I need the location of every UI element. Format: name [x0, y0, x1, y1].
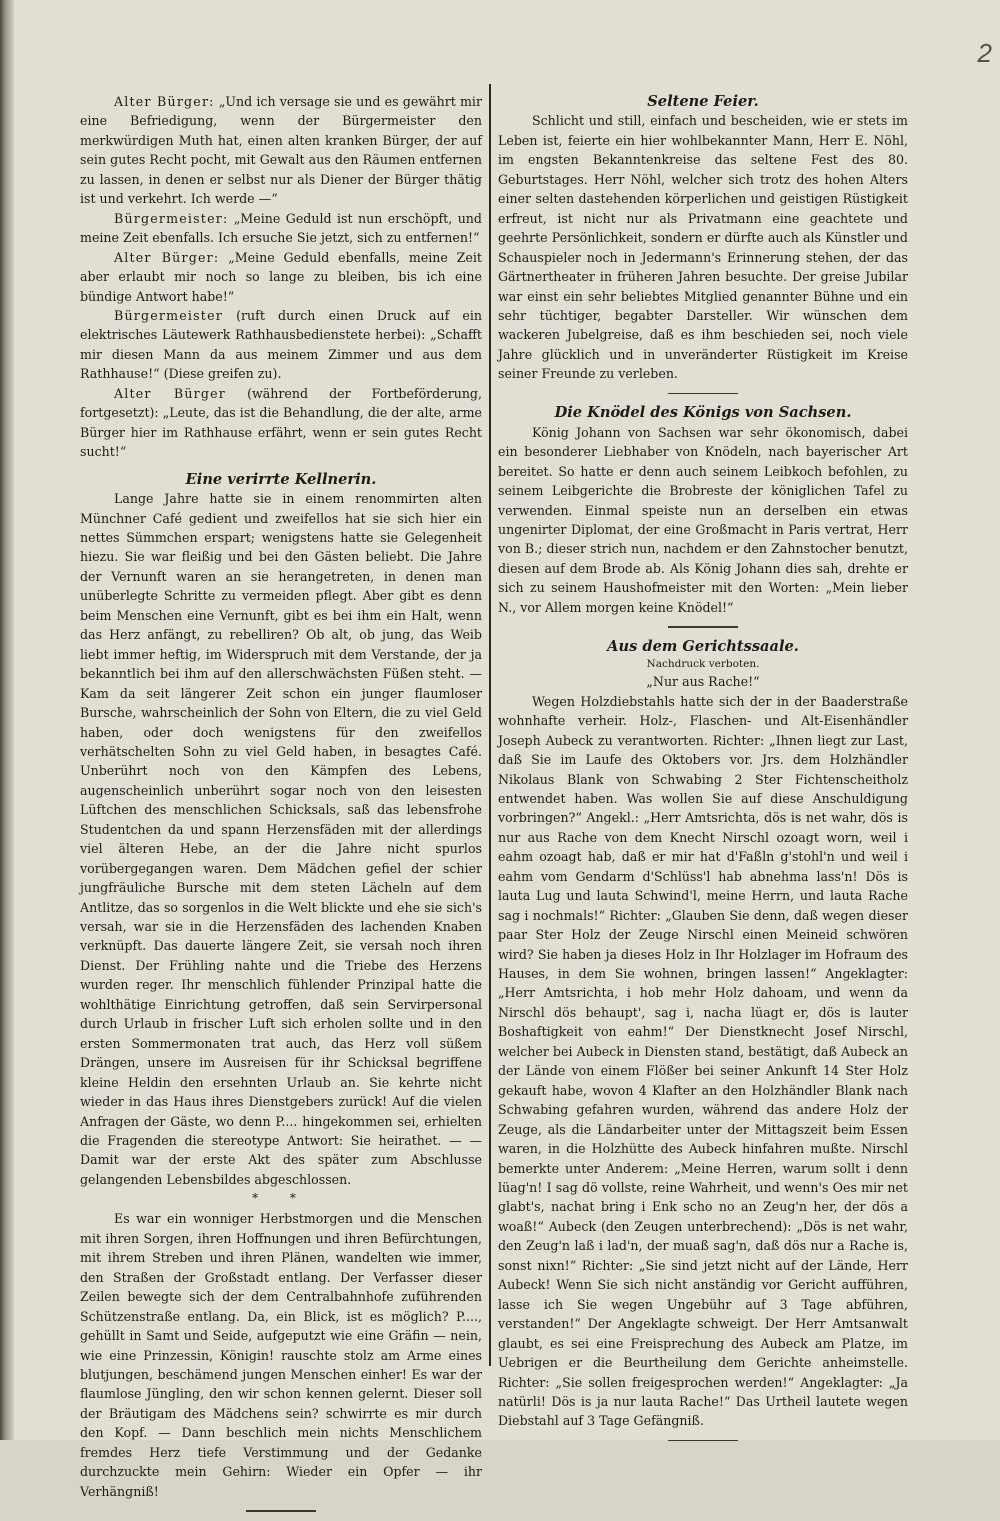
article-title-gericht: Aus dem Gerichtssaale.: [607, 637, 799, 655]
article-title-feier: Seltene Feier.: [647, 93, 759, 110]
article-title-kellnerin: Eine verirrte Kellnerin.: [185, 470, 377, 488]
article-separator: [668, 393, 738, 395]
page-binding-edge: [0, 0, 14, 1440]
speaker: Bürgermeister: [114, 307, 223, 323]
dialogue-line: Alter Bürger: „Und ich versage sie und es gewährt mir eine Befriedigung, wenn der Bürgermeister den merkwürdigen Muth hat, einen alten kranken Bürger, der auf sein gutes Recht pocht, mit Gewalt aus den Räumen entfernen zu lassen, in denen er selbst nur als Diener der Bürger thätig ist und verkehrt. Ich werde —“: [80, 94, 482, 207]
article-paragraph: Es war ein wonniger Herbstmorgen und die Menschen mit ihren Sorgen, ihren Hoffnungen und ihren Befürchtungen, mit ihrem Streben und ihren Plänen, wandelten wie immer, den Straßen der Großstadt entlang. Der Verfasser dieser Zeilen bewegte sich der dem Centralbahnhofe zuführenden Schützenstraße entlang. Da, ein Blick, ist es möglich? P...., gehüllt in Samt und Seide, aufgeputzt wie eine Gräfin — nein, wie eine Prinzessin, Königin! rauschte stolz am Arme eines blutjungen, beschämend jungen Menschen einher! Es war der flaumlose Jüngling, den wir schon kennen gelernt. Dieser soll der Bräutigam des Mädchens sein? schwirrte es mir durch den Kopf. — Dann beschlich mein nichts Menschlichem fremdes Herz tiefe Verstimmung und der Gedanke durchzuckte mein Gehirn: Wieder ein Opfer — ihr Verhängniß!: [80, 1211, 482, 1499]
dialogue-line: Bürgermeister: „Meine Geduld ist nun erschöpft, und meine Zeit ebenfalls. Ich ersuche Sie jetzt, sich zu entfernen!“: [80, 210, 482, 246]
reprint-notice: Nachdruck verboten.: [646, 658, 760, 671]
speaker: Alter Bürger:: [114, 249, 220, 265]
article-paragraph: Lange Jahre hatte sie in einem renommirten alten Münchner Café gedient und zweifellos hat sie sich hier ein nettes Sümmchen erspart; wenigstens hatte sie Gelegenheit hiezu. Sie war fleißig und bei den Gästen beliebt. Die Jahre der Vernunft waren an sie herangetreten, in denen man unüberlegte Schritte zu vermeiden pflegt. Aber gibt es denn beim Menschen eine Vernunft, gibt es bei ihm ein Halt, wenn das Herz anfängt, zu rebelliren? Ob alt, ob jung, das Weib liebt immer heftig, im Widerspruch mit dem Verstande, der ja bekanntlich bei ihm auf den allerschwächsten Füßen steht. — Kam da seit längerer Zeit schon ein junger flaumloser Bursche, wahrscheinlich der Sohn von Eltern, die zu viel Geld haben, oder doch wenigstens für den zweifellos verhätschelten Sohn zu viel Geld haben, in besagtes Café. Unberührt noch von den Kämpfen des Lebens, augenscheinlich unberührt sogar noch von den leisesten Lüftchen des menschlichen Schicksals, saß das lebensfrohe Studentchen da und spann Herzensfäden mit der allerdings viel älteren Hebe, an der die Jahre nicht spurlos vorübergegangen waren. Dem Mädchen gefiel der schier jungfräuliche Bursche mit dem steten Lächeln auf dem Antlitze, das so sorgenlos in die Welt blickte und ehe sie sich's versah, war sie in die Herzensfäden des lachenden Knaben verknüpft. Das dauerte längere Zeit, sie versah noch ihren Dienst. Der Frühling nahte und die Triebe des Herzens wurden reger. Ihr menschlich fühlender Prinzipal hatte die wohlthätige Einrichtung getroffen, daß sein Servirpersonal durch Urlaub in frischer Luft sich erholen sollte und in den ersten Sommermonaten trat auch, das Herz voll süßem Drängen, unsere im Ausreisen für ihr Schicksal begriffene kleine Heldin den ersehnten Urlaub an. Sie kehrte nicht wieder in das Haus ihres Dienstgebers zurück! Auf die vielen Anfragen der Gäste, wo denn P.... hingekommen sei, erhielten die Fragenden die stereotype Antwort: Sie heirathet. — — Damit war der erste Akt des später zum Abschlusse gelangenden Lebensbildes abgeschlossen.: [80, 491, 482, 1187]
dialogue-line: Alter Bürger (während der Fortbeförderung, fortgesetzt): „Leute, das ist die Behandlung, die der alte, arme Bürger hier im Rathhause erfährt, wenn er sein gutes Recht sucht!“: [80, 385, 482, 460]
article-paragraph: Wegen Holzdiebstahls hatte sich der in der Baaderstraße wohnhafte verheir. Holz-, Flaschen- und Alt-Eisenhändler Joseph Aubeck zu verantworten. Richter: „Ihnen liegt zur Last, daß Sie im Laufe des Oktobers vor. Jrs. dem Holzhändler Nikolaus Blank von Schwabing 2 Ster Fichtenscheitholz entwendet haben. Was wollen Sie auf diese Anschuldigung vorbringen?“ Angekl.: „Herr Amtsrichta, dös is net wahr, dös is nur aus Rache von dem Knecht Nirschl ozoagt worn, weil i eahm ozoagt hab, daß er mir hat d'Faßln g'stohl'n und weil i eahm vom Gendarm d'Schlüss'l hab abnehma lass'n! Dös is lauta Lug und lauta Schwind'l, meine Herrn, und lauta Rache sag i nochmals!“ Richter: „Glauben Sie denn, daß wegen dieser paar Ster Holz der Zeuge Nirschl einen Meineid schwören wird? Sie haben ja dieses Holz in Ihr Holzlager im Hofraum des Hauses, in dem Sie wohnen, bringen lassen!“ Angeklagter: „Herr Amtsrichta, i hob mehr Holz dahoam, und wenn da Nirschl dös behaupt', sag i, nacha lüagt er, dös is lauter Boshaftigkeit von eahm!“ Der Dienstknecht Josef Nirschl, welcher bei Aubeck in Diensten stand, bestätigt, daß Aubeck an der Lände von einem Flößer bei seiner Ankunft 14 Ster Holz gekauft habe, wovon 4 Klafter an den Holzhändler Blank nach Schwabing gefahren wurden, während das andere Holz der Zeuge, als die Ländarbeiter unter der Mittagszeit beim Essen waren, in die Holzhütte des Aubeck hinfahren mußte. Nirschl bemerkte unter Anderem: „Meine Herren, warum sollt i denn lüag'n! I sag dö vollste, reine Wahrheit, und wenn's Oes mir net glabt's, nachat bring i Enk scho no an Zeug'n her, der dös a woaß!“ Aubeck (den Zeugen unterbrechend): „Dös is net wahr, den Zeug'n laß i lad'n, der muaß sag'n, daß dös nur a Rache is, sonst nixn!“ Richter: „Sie sind jetzt nicht auf der Lände, Herr Aubeck! Wenn Sie sich nicht anständig vor Gericht aufführen, lasse ich Sie wegen Ungebühr auf 3 Tage abführen, verstanden!“ Der Angeklagte schweigt. Der Herr Amtsanwalt glaubt, es sei eine Freisprechung des Aubeck am Platze, im Uebrigen er die Beurtheilung dem Gerichte anheimstelle. Richter: „Sie sollen freigesprochen werden!“ Angeklagter: „Ja natürli! Dös is ja nur lauta Rache!“ Das Urtheil lautete wegen Diebstahl auf 3 Tage Gefängniß.: [498, 693, 908, 1429]
article-separator: [668, 1440, 738, 1442]
speaker: Bürgermeister:: [114, 210, 229, 226]
dialogue-line: Bürgermeister (ruft durch einen Druck auf ein elektrisches Läutewerk Rathhausbedienstete herbei): „Schafft mir diesen Mann da aus meinem Zimmer und aus dem Rathhause!“ (Diese greifen zu).: [80, 307, 482, 382]
section-stars: * *: [252, 1191, 310, 1206]
page-number: 2: [977, 38, 992, 68]
article-paragraph: König Johann von Sachsen war sehr ökonomisch, dabei ein besonderer Liebhaber von Knödeln, nach bayerischer Art bereitet. So hatte er denn auch seinem Leibkoch befohlen, zu seinem Leibgerichte die Brobreste der königlichen Tafel zu verwenden. Einmal speiste nun an derselben ein etwas ungenirter Diplomat, der eine Großmacht in Paris vertrat, Herr von B.; dieser strich nun, nachdem er den Zahnstocher benutzt, diesen auf dem Brode ab. Als König Johann dies sah, drehte er sich zu seinem Haushofmeister mit den Worten: „Mein lieber N., vor Allem morgen keine Knödel!“: [498, 424, 908, 615]
column-rule: [489, 84, 491, 1366]
right-column: [498, 92, 908, 1450]
speaker: Alter Bürger: [114, 385, 227, 401]
article-subtitle: „Nur aus Rache!“: [646, 674, 760, 690]
article-separator: [668, 626, 738, 628]
article-separator: [246, 1510, 316, 1512]
article-paragraph: Schlicht und still, einfach und bescheiden, wie er stets im Leben ist, feierte ein hier wohlbekannter Mann, Herr E. Nöhl, im engsten Bekanntenkreise das seltene Fest des 80. Geburtstages. Herr Nöhl, welcher sich trotz des hohen Alters einer selten dastehenden körperlichen und geistigen Rüstigkeit erfreut, ist nicht nur als Privatmann eine geachtete und geehrte Persönlichkeit, sondern er dürfte auch als Künstler und Schauspieler noch in Jedermann's Erinnerung stehen, der das Gärtnertheater in früheren Jahren besuchte. Der greise Jubilar war einst ein sehr beliebtes Mitglied genannter Bühne und ein sehr tüchtiger, begabter Darsteller. Wir wünschen dem wackeren Jubelgreise, daß es ihm beschieden sei, noch viele Jahre glücklich und in unveränderter Rüstigkeit im Kreise seiner Freunde zu verleben.: [498, 113, 908, 382]
dialogue-line: Alter Bürger: „Meine Geduld ebenfalls, meine Zeit aber erlaubt mir noch so lange zu bleiben, bis ich eine bündige Antwort habe!“: [80, 249, 482, 304]
speaker: Alter Bürger:: [114, 94, 215, 109]
article-title-knoedel: Die Knödel des Königs von Sachsen.: [554, 404, 852, 422]
left-column: [80, 92, 482, 1521]
